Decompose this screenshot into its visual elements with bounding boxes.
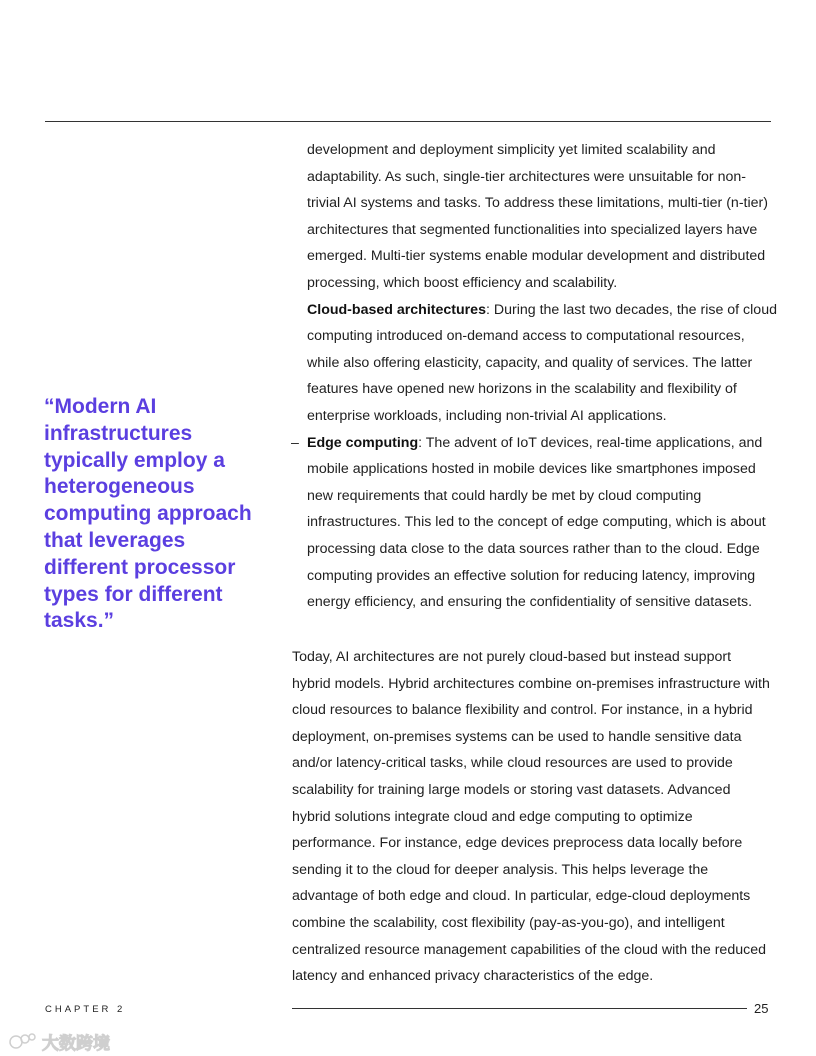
list-item-text: development and deployment simplicity yet limited scalability and adaptability. As such, single-tier architectures were unsuitable for non-trivial AI systems and tasks. To address these limitations, multi-tier (n-tier) architectures that segmented functionalities into specialized layers have emerged. Multi-tier systems enable modular development and distributed processing, which boost efficiency and scalability. (307, 142, 768, 291)
architecture-list (291, 137, 777, 616)
watermark (8, 1029, 110, 1053)
watermark-text: 大数跨境 (42, 1033, 110, 1054)
list-item-cloud-based (307, 297, 777, 430)
list-item-title: Cloud-based architectures (307, 301, 486, 318)
page-number: 25 (754, 1001, 769, 1016)
list-item-single-tier-continued (307, 137, 777, 297)
pull-quote: “Modern AI infrastructures typically employ a heterogeneous computing approach that leverages different processor types for different tasks.” (44, 395, 252, 633)
chapter-label: CHAPTER 2 (45, 1004, 126, 1015)
list-item-text: : The advent of IoT devices, real-time applications, and mobile applications hosted in mobile devices like smartphones imposed new requirements that could hardly be met by cloud computing infrastructures. This led to the concept of edge computing, which is about processing data close to the data sources rather than to the cloud. Edge computing provides an effective solution for reducing latency, improving energy efficiency, and ensuring the confidentiality of sensitive datasets. (307, 434, 766, 611)
list-item-title: Edge computing (307, 434, 419, 451)
body-paragraph: Today, AI architectures are not purely cloud-based but instead support hybrid models. Hybrid architectures combine on-premises infrastructure with cloud resources to balance flexibility and control. For instance, in a hybrid deployment, on-premises systems can be used to handle sensitive data and/or latency-critical tasks, while cloud resources are used to provide scalability for training large models or storing vast datasets. Advanced hybrid solutions integrate cloud and edge computing to optimize performance. For instance, edge devices preprocess data locally before sending it to the cloud for deeper analysis. This helps leverage the advantage of both edge and cloud. In particular, edge-cloud deployments combine the scalability, cost flexibility (pay-as-you-go), and intelligent centralized resource management capabilities of the cloud with the reduced latency and enhanced privacy characteristics of the edge. (292, 649, 770, 985)
watermark-logo-icon (8, 1031, 38, 1051)
header-divider (45, 121, 771, 122)
list-bullet-dash: – (291, 434, 299, 451)
footer-divider (292, 1008, 747, 1009)
list-item-edge-computing (291, 430, 777, 616)
list-item-text: : During the last two decades, the rise of cloud computing introduced on-demand access to computational resources, while also offering elasticity, capacity, and quality of services. The latter features have opened new horizons in the scalability and flexibility of enterprise workloads, including non-trivial AI applications. (307, 301, 777, 424)
